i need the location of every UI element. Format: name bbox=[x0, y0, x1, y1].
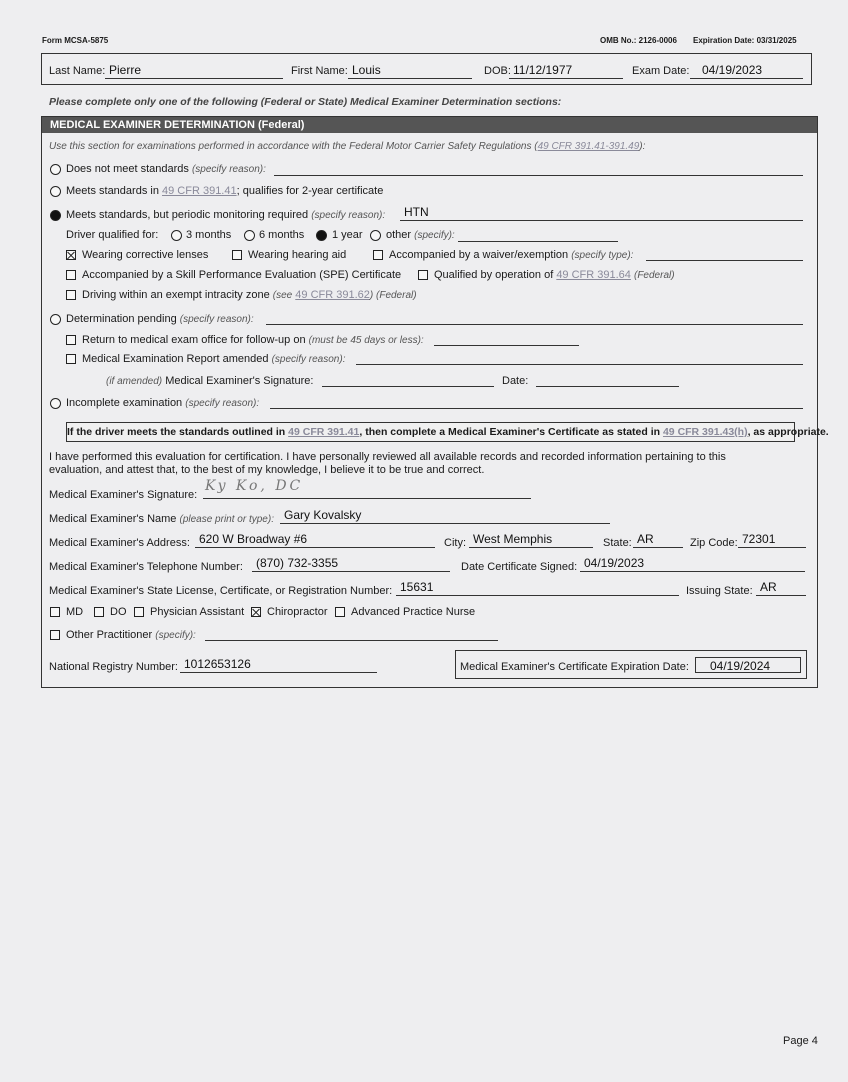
waiver-label: Accompanied by a waiver/exemption (specify type): bbox=[389, 249, 634, 261]
cfr-link-391-43h[interactable]: 49 CFR 391.43(h) bbox=[662, 426, 748, 438]
periodic-monitoring-radio[interactable] bbox=[50, 210, 61, 221]
examiner-name: Gary Kovalsky bbox=[284, 508, 362, 522]
waiver-type-field[interactable] bbox=[646, 246, 803, 261]
report-amended-label: Medical Examination Report amended (specify reason): bbox=[82, 353, 346, 365]
instruction: Please complete only one of the following (Federal or State) Medical Examiner Determination sections: bbox=[49, 96, 562, 108]
other-practitioner-checkbox[interactable] bbox=[50, 630, 60, 640]
physician-assistant-label: Physician Assistant bbox=[150, 606, 245, 618]
periodic-monitoring-reason: HTN bbox=[404, 205, 429, 219]
state-field[interactable] bbox=[633, 533, 683, 548]
date-signed-label: Date Certificate Signed: bbox=[461, 561, 578, 573]
1-year-label: 1 year bbox=[332, 229, 363, 241]
dob-label: DOB: bbox=[484, 65, 511, 77]
meets-standards-label: Meets standards in 49 CFR 391.41; qualifies for 2-year certificate bbox=[66, 185, 384, 197]
state-value: AR bbox=[637, 532, 654, 546]
corrective-lenses-checkbox[interactable] bbox=[66, 250, 76, 260]
advanced-practice-nurse-checkbox[interactable] bbox=[335, 607, 345, 617]
dob-field[interactable] bbox=[509, 64, 623, 79]
other-duration-radio[interactable] bbox=[370, 230, 381, 241]
incomplete-reason-field[interactable] bbox=[270, 394, 803, 409]
first-name-field[interactable] bbox=[348, 64, 472, 79]
incomplete-exam-label: Incomplete examination (specify reason): bbox=[66, 397, 260, 409]
license-label: Medical Examiner's State License, Certificate, or Registration Number: bbox=[49, 585, 393, 597]
hearing-aid-checkbox[interactable] bbox=[232, 250, 242, 260]
date-signed-value: 04/19/2023 bbox=[584, 556, 645, 570]
signature-label: Medical Examiner's Signature: bbox=[49, 489, 198, 501]
other-duration-field[interactable] bbox=[458, 227, 618, 242]
do-checkbox[interactable] bbox=[94, 607, 104, 617]
amended-date-label: Date: bbox=[502, 375, 529, 387]
signature-field[interactable] bbox=[203, 478, 531, 499]
cfr-link-391-41-49[interactable]: 49 CFR 391.41-391.49 bbox=[537, 141, 640, 152]
license-value: 15631 bbox=[400, 580, 434, 594]
incomplete-exam-radio[interactable] bbox=[50, 398, 61, 409]
md-checkbox[interactable] bbox=[50, 607, 60, 617]
do-label: DO bbox=[110, 606, 127, 618]
registry-label: National Registry Number: bbox=[49, 661, 178, 673]
qualified-operation-checkbox[interactable] bbox=[418, 270, 428, 280]
zip-field[interactable] bbox=[738, 533, 806, 548]
date-signed-field[interactable] bbox=[580, 557, 805, 572]
attestation: I have performed this evaluation for certification. I have personally reviewed all available records and recorded information pertaining to this evaluation, and attest that, to the best of my knowledge, I believe it to be true and correct. bbox=[49, 451, 726, 476]
certificate-expiration-value: 04/19/2024 bbox=[710, 659, 771, 673]
return-followup-checkbox[interactable] bbox=[66, 335, 76, 345]
form-number: Form MCSA-5875 bbox=[42, 36, 109, 45]
phone-field[interactable] bbox=[252, 557, 450, 572]
other-practitioner-field[interactable] bbox=[205, 626, 498, 641]
omb-number: OMB No.: 2126-0006 bbox=[600, 36, 677, 45]
other-practitioner-label: Other Practitioner (specify): bbox=[66, 629, 196, 641]
amended-signature-label: (if amended) Medical Examiner's Signature: bbox=[106, 375, 314, 387]
determination-pending-radio[interactable] bbox=[50, 314, 61, 325]
cfr-link-391-62[interactable]: 49 CFR 391.62 bbox=[295, 289, 370, 301]
registry-value: 1012653126 bbox=[184, 657, 251, 671]
exam-date-field[interactable] bbox=[690, 64, 803, 79]
return-followup-label: Return to medical exam office for follow-up on (must be 45 days or less): bbox=[82, 334, 424, 346]
zip-label: Zip Code: bbox=[690, 537, 738, 549]
examiner-name-label: Medical Examiner's Name (please print or type): bbox=[49, 513, 274, 525]
expiration-date: Expiration Date: 03/31/2025 bbox=[693, 36, 797, 45]
does-not-meet-label: Does not meet standards (specify reason): bbox=[66, 163, 266, 175]
last-name-label: Last Name: bbox=[49, 65, 106, 77]
section-title: MEDICAL EXAMINER DETERMINATION (Federal) bbox=[42, 117, 817, 133]
3-months-radio[interactable] bbox=[171, 230, 182, 241]
certificate-expiration-field[interactable] bbox=[695, 657, 801, 673]
md-label: MD bbox=[66, 606, 84, 618]
amended-date-field[interactable] bbox=[536, 372, 679, 387]
3-months-label: 3 months bbox=[186, 229, 232, 241]
followup-field[interactable] bbox=[434, 331, 579, 346]
physician-assistant-checkbox[interactable] bbox=[134, 607, 144, 617]
cfr-link-notice-391-41[interactable]: 49 CFR 391.41 bbox=[288, 426, 360, 438]
determination-pending-label: Determination pending (specify reason): bbox=[66, 313, 254, 325]
page-number: Page 4 bbox=[783, 1035, 818, 1047]
other-duration-label: other (specify): bbox=[386, 229, 455, 241]
zip-value: 72301 bbox=[742, 532, 776, 546]
exam-date-value: 04/19/2023 bbox=[702, 63, 763, 77]
address-label: Medical Examiner's Address: bbox=[49, 537, 190, 549]
registry-field[interactable] bbox=[180, 658, 377, 673]
hearing-aid-label: Wearing hearing aid bbox=[248, 249, 347, 261]
report-amended-checkbox[interactable] bbox=[66, 354, 76, 364]
phone-value: (870) 732-3355 bbox=[256, 556, 339, 570]
advanced-practice-nurse-label: Advanced Practice Nurse bbox=[351, 606, 476, 618]
chiropractor-label: Chiropractor bbox=[267, 606, 328, 618]
amended-reason-field[interactable] bbox=[356, 350, 803, 365]
state-label: State: bbox=[603, 537, 632, 549]
city-field[interactable] bbox=[469, 533, 593, 548]
chiropractor-checkbox[interactable] bbox=[251, 607, 261, 617]
1-year-radio[interactable] bbox=[316, 230, 327, 241]
6-months-radio[interactable] bbox=[244, 230, 255, 241]
address-field[interactable] bbox=[195, 533, 435, 548]
last-name-field[interactable] bbox=[105, 64, 283, 79]
examiner-name-field[interactable] bbox=[280, 509, 610, 524]
does-not-meet-reason-field[interactable] bbox=[274, 161, 803, 176]
last-name-value: Pierre bbox=[109, 63, 142, 77]
does-not-meet-radio[interactable] bbox=[50, 164, 61, 175]
exam-date-label: Exam Date: bbox=[632, 65, 690, 77]
city-value: West Memphis bbox=[473, 532, 553, 546]
waiver-checkbox[interactable] bbox=[373, 250, 383, 260]
qualified-operation-label: Qualified by operation of 49 CFR 391.64 (Federal) bbox=[434, 269, 675, 281]
examiner-signature: Ky Ko, DC bbox=[205, 478, 304, 494]
first-name-value: Louis bbox=[352, 63, 381, 77]
city-label: City: bbox=[444, 537, 466, 549]
dob-value: 11/12/1977 bbox=[513, 63, 573, 77]
6-months-label: 6 months bbox=[259, 229, 305, 241]
periodic-monitoring-label: Meets standards, but periodic monitoring required (specify reason): bbox=[66, 209, 386, 221]
spe-label: Accompanied by a Skill Performance Evaluation (SPE) Certificate bbox=[82, 269, 402, 281]
driver-qualified-for-label: Driver qualified for: bbox=[66, 229, 159, 241]
meets-standards-radio[interactable] bbox=[50, 186, 61, 197]
certificate-notice: If the driver meets the standards outlined in 49 CFR 391.41, then complete a Medical Examiner's Certificate as stated in 49 CFR 391.43(h), as appropriate. bbox=[66, 422, 795, 442]
cfr-link-391-64[interactable]: 49 CFR 391.64 bbox=[556, 269, 631, 281]
first-name-label: First Name: bbox=[291, 65, 348, 77]
license-field[interactable] bbox=[396, 581, 679, 596]
phone-label: Medical Examiner's Telephone Number: bbox=[49, 561, 243, 573]
corrective-lenses-label: Wearing corrective lenses bbox=[82, 249, 209, 261]
use-section-note: Use this section for examinations performed in accordance with the Federal Motor Carrier Safety Regulations (49 CFR 391.41-391.49): bbox=[49, 141, 646, 152]
issuing-state-field[interactable] bbox=[756, 581, 806, 596]
intracity-label: Driving within an exempt intracity zone (see 49 CFR 391.62) (Federal) bbox=[82, 289, 417, 301]
certificate-expiration-label: Medical Examiner's Certificate Expiration Date: bbox=[460, 661, 689, 673]
pending-reason-field[interactable] bbox=[266, 310, 803, 325]
periodic-monitoring-reason-field[interactable] bbox=[400, 206, 803, 221]
intracity-checkbox[interactable] bbox=[66, 290, 76, 300]
spe-checkbox[interactable] bbox=[66, 270, 76, 280]
address-value: 620 W Broadway #6 bbox=[199, 532, 308, 546]
amended-signature-field[interactable] bbox=[322, 372, 494, 387]
issuing-state-label: Issuing State: bbox=[686, 585, 753, 597]
cfr-link-391-41[interactable]: 49 CFR 391.41 bbox=[162, 185, 237, 197]
issuing-state-value: AR bbox=[760, 580, 777, 594]
